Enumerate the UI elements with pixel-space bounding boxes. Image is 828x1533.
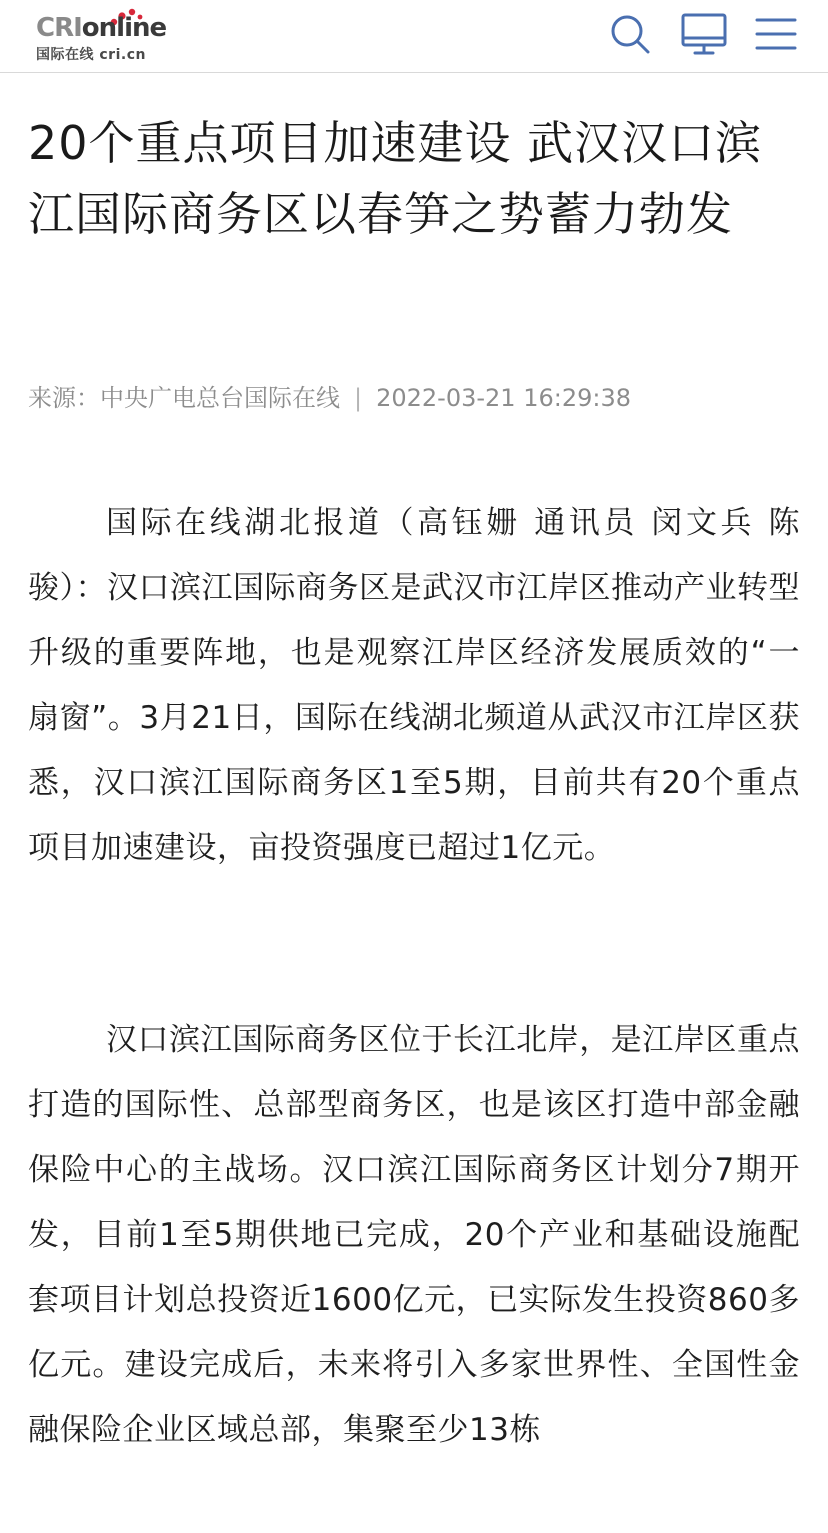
logo-suffix: online [81, 13, 167, 43]
search-icon[interactable] [606, 10, 654, 58]
logo-wordmark [36, 14, 166, 42]
article-datetime: 2022-03-21 16:29:38 [376, 384, 631, 412]
article-source: 来源：中央广电总台国际在线 [28, 384, 340, 412]
article-paragraph: 国际在线湖北报道（高钰姗 通讯员 闵文兵 陈骏）：汉口滨江国际商务区是武汉市江岸区推动产业转型升级的重要阵地，也是观察江岸区经济发展质效的“一扇窗”。3月21日，国际在线湖北频道从武汉市江岸区获悉，汉口滨江国际商务区1至5期，目前共有20个重点项目加速建设，亩投资强度已超过1亿元。 [28, 505, 800, 866]
article-title: 20个重点项目加速建设 武汉汉口滨江国际商务区以春笋之势蓄力勃发 [28, 116, 763, 241]
article-paragraph: 汉口滨江国际商务区位于长江北岸，是江岸区重点打造的国际性、总部型商务区，也是该区打造中部金融保险中心的主战场。汉口滨江国际商务区计划分7期开发，目前1至5期供地已完成，20个产业和基础设施配套项目计划总投资近1600亿元，已实际发生投资860多亿元。建设完成后，未来将引入多家世界性、全国性金融保险企业区域总部，集聚至少13栋 [28, 1022, 800, 1448]
meta-separator: | [354, 384, 363, 412]
menu-icon[interactable] [752, 10, 800, 58]
cri-online-logo[interactable] [36, 8, 186, 64]
logo-prefix: CRI [36, 13, 82, 43]
logo-subtitle: 国际在线 cri.cn [36, 47, 146, 63]
top-navigation-bar [0, 0, 828, 73]
screen-icon[interactable] [680, 10, 728, 58]
article-meta [28, 380, 808, 416]
